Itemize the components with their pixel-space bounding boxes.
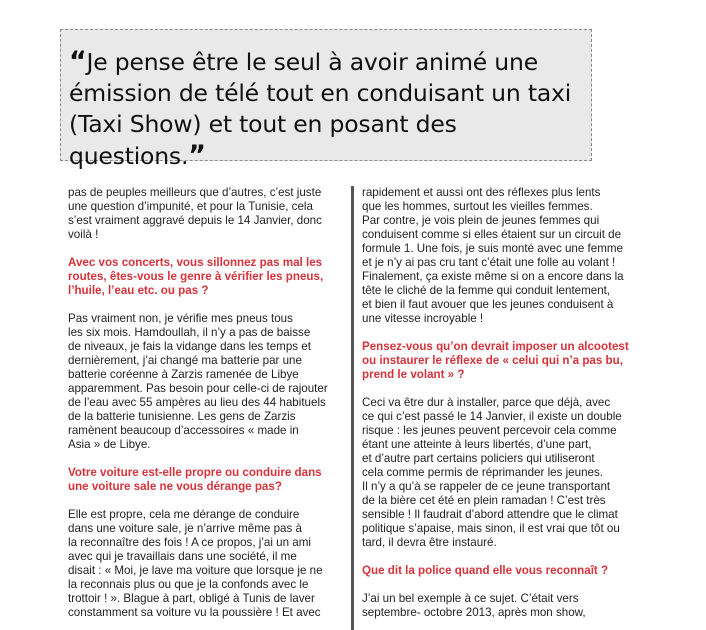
- paragraph: rapidement et aussi ont des réflexes plus lents que les hommes, surtout les vieilles femmes. Par contre, je vois plein de jeunes femmes qui conduisent comme si elles étaient sur un circuit de formule 1. Une fois, je suis monté avec une femme et je n’y ai pas cru tant c’était une folle au volant ! Finalement, ça existe même si on a encore dans la tête le cliché de la femme qui conduit lentement, et bien il faut avouer que les jeunes conduisent à une vitesse incroyable !: [362, 186, 624, 325]
- paragraph: Elle est propre, cela me dérange de conduire dans une voiture sale, je n’arrive même pas à la reconnaître des fois ! A ce propos, j’ai un ami avec qui je travaillais dans une société, il me disait : « Moi, je lave ma voiture que lorsque je ne la reconnais plus ou que je la confonds avec le trottoir ! ». Blague à part, obligé à Tunis de laver constamment sa voiture vu la poussière ! Et avec: [68, 508, 323, 619]
- paragraph: Pas vraiment non, je vérifie mes pneus tous les six mois. Hamdoullah, il n’y a pas de baisse de niveaux, je fais la vidange dans les temps et dernièrement, j’ai changé ma batterie par une batterie coréenne à Zarzis ramenée de Libye apparemment. Pas besoin pour celle-ci de rajouter de l’eau avec 55 ampères au lieu des 44 habituels de la batterie tunisienne. Les gens de Zarzis ramènent beaucoup d’accessoires « made in Asia » de Libye.: [68, 312, 328, 451]
- paragraph: Ceci va être dur à installer, parce que déjà, avec ce qui c’est passé le 14 Janvier, il existe un double risque : les jeunes peuvent percevoir cela comme étant une atteinte à leurs libertés, d’une part, et d’autre part certains policiers qui utiliseront cela comme permis de réprimander les jeunes. Il n’y a qu’à se rappeler de ce jeune transportant de la bière cet été en plein ramadan ! C’est très sensible ! Il faudrait d’abord attendre que le climat politique s’apaise, mais sinon, il est vrai que tôt ou tard, il devra être instauré.: [362, 396, 622, 549]
- interview-question: Votre voiture est-elle propre ou conduire dans une voiture sale ne vous dérange pas?: [68, 466, 322, 493]
- close-quote-mark: ”: [188, 140, 206, 171]
- pull-quote-box: [60, 29, 592, 171]
- column-divider: [351, 186, 354, 630]
- paragraph: J’ai un bel exemple à ce sujet. C’était vers septembre- octobre 2013, après mon show,: [362, 592, 586, 619]
- right-column: [362, 186, 652, 630]
- open-quote-mark: “: [69, 46, 87, 77]
- pull-quote: [69, 46, 581, 172]
- paragraph: pas de peuples meilleurs que d’autres, c’est juste une question d’impunité, et pour la Tunisie, cela s’est vraiment aggravé depuis le 14 Janvier, donc voilà !: [68, 186, 322, 241]
- left-column: [68, 186, 358, 630]
- interview-question: Avec vos concerts, vous sillonnez pas mal les routes, êtes-vous le genre à vérifier les pneus, l’huile, l’eau etc. ou pas ?: [68, 256, 324, 297]
- interview-question: Pensez-vous qu’on devrait imposer un alcootest ou instaurer le réflexe de « celui qui n’a pas bu, prend le volant » ?: [362, 340, 629, 381]
- interview-question: Que dit la police quand elle vous reconnaît ?: [362, 564, 609, 577]
- pull-quote-text: Je pense être le seul à avoir animé une émission de télé tout en conduisant un taxi (Taxi Show) et tout en posant des questions.: [69, 48, 572, 170]
